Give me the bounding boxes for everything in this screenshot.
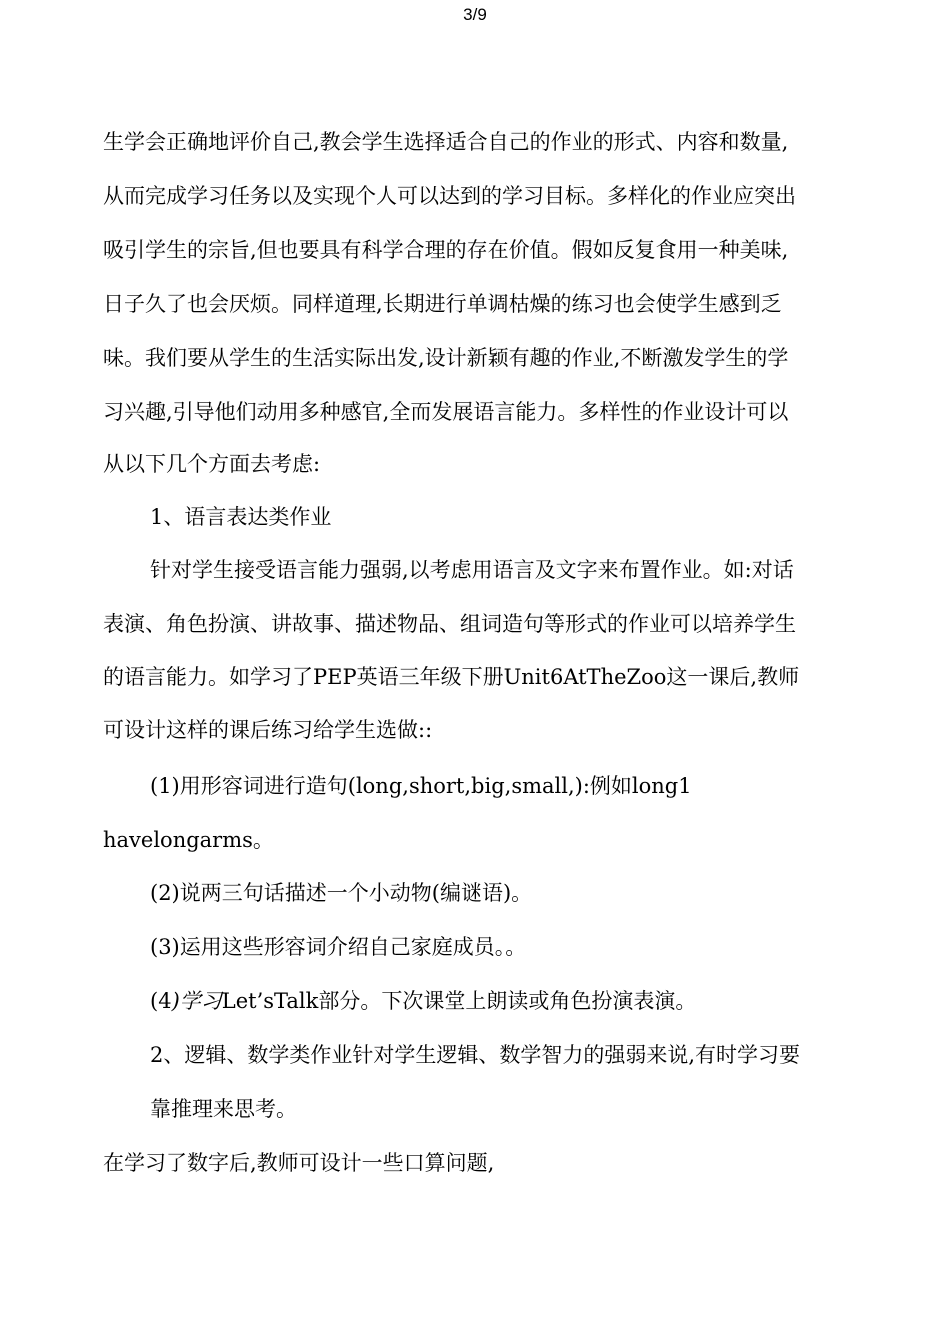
- section-heading: 2、逻辑、数学类作业针对学生逻辑、数学智力的强弱来说,有时学习要: [150, 1043, 801, 1067]
- list-item-italic: )学习: [171, 989, 222, 1013]
- page-number: 3/9: [463, 5, 487, 24]
- paragraph-line: 日子久了也会厌烦。同样道理,长期进行单调枯燥的练习也会使学生感到乏: [103, 292, 782, 316]
- list-item: (2)说两三句话描述一个小动物(编谜语)。: [150, 881, 533, 905]
- paragraph-line: 的语言能力。如学习了PEP英语三年级下册Unit6AtTheZoo这一课后,教师: [103, 665, 800, 689]
- paragraph-line: 可设计这样的课后练习给学生选做::: [103, 718, 433, 742]
- paragraph-line: 针对学生接受语言能力强弱,以考虑用语言及文字来布置作业。如:对话: [150, 558, 794, 582]
- paragraph-line: 从以下几个方面去考虑:: [103, 452, 321, 476]
- paragraph-line: 在学习了数字后,教师可设计一些口算问题,: [103, 1151, 495, 1175]
- paragraph-line: 味。我们要从学生的生活实际出发,设计新颖有趣的作业,不断激发学生的学: [103, 346, 789, 370]
- paragraph-line: 生学会正确地评价自己,教会学生选择适合自己的作业的形式、内容和数量,: [103, 130, 789, 154]
- list-item-rest: Let’sTalk部分。下次课堂上朗读或角色扮演表演。: [221, 989, 697, 1013]
- paragraph-line: 表演、角色扮演、讲故事、描述物品、组词造句等形式的作业可以培养学生: [103, 612, 796, 636]
- section-heading: 1、语言表达类作业: [150, 505, 332, 529]
- list-item: (1)用形容词进行造句(long,short,big,small,):例如long1: [150, 774, 692, 798]
- list-item: [150, 986, 696, 1016]
- list-item: (3)运用这些形容词介绍自己家庭成员。。: [150, 935, 527, 959]
- list-item-continuation: havelongarms。: [103, 828, 274, 852]
- paragraph-line: 靠推理来思考。: [150, 1097, 297, 1121]
- paragraph-line: 吸引学生的宗旨,但也要具有科学合理的存在价值。假如反复食用一种美味,: [103, 238, 789, 262]
- paragraph-line: 习兴趣,引导他们动用多种感官,全而发展语言能力。多样性的作业设计可以: [103, 400, 789, 424]
- paragraph-line: 从而完成学习任务以及实现个人可以达到的学习目标。多样化的作业应突出: [103, 184, 796, 208]
- list-item-prefix: (4: [150, 989, 172, 1013]
